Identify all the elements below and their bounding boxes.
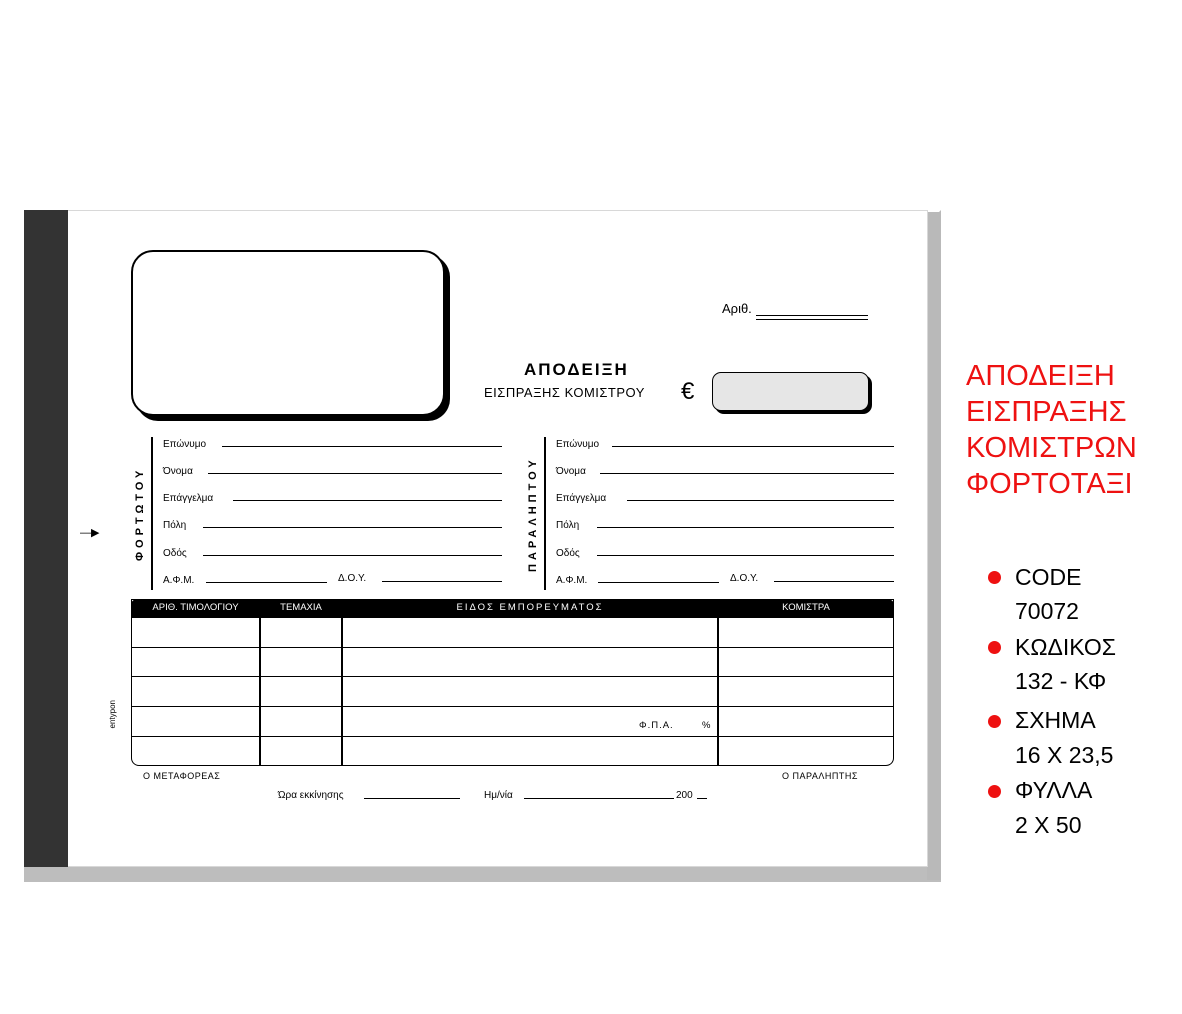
receiver-surname-label: Επώνυμο: [556, 439, 600, 450]
spec-sheets-label: ΦΥΛΛΑ: [1015, 777, 1093, 803]
product-title-line: ΦΟΡΤΟΤΑΞΙ: [966, 468, 1133, 500]
spec-code-label: CODE: [1015, 564, 1082, 590]
receiver-divider: [544, 437, 546, 590]
sender-city-label: Πόλη: [163, 520, 187, 531]
spec-shape-label: ΣΧΗΜΑ: [1015, 707, 1096, 733]
bullet-icon: [988, 571, 1001, 584]
table-row: [131, 676, 894, 677]
number-line: [756, 315, 868, 316]
vat-percent-sign: %: [702, 720, 711, 731]
spec-code-value: 70072: [1015, 598, 1079, 624]
receiver-doy-label: Δ.Ο.Υ.: [730, 573, 759, 584]
receiver-city-line: [597, 527, 894, 528]
spec-kodikos-value: 132 - ΚΦ: [1015, 668, 1107, 694]
pad-edge-right: [927, 212, 941, 880]
number-line-double: [756, 319, 868, 320]
amount-box: [712, 372, 869, 411]
spec-sheets-value: 2 X 50: [1015, 812, 1082, 838]
receiver-side-label: ΠΑΡΑΛΗΠΤΟΥ: [527, 456, 539, 572]
form-subtitle: ΕΙΣΠΡΑΞΗΣ ΚΟΜΙΣΤΡΟΥ: [484, 385, 645, 400]
receiver-occupation-line: [627, 500, 894, 501]
receiver-afm-label: Α.Φ.Μ.: [556, 575, 588, 586]
sender-name-line: [208, 473, 502, 474]
sender-afm-label: Α.Φ.Μ.: [163, 575, 195, 586]
receiver-doy-line: [774, 581, 894, 582]
sender-doy-label: Δ.Ο.Υ.: [338, 573, 367, 584]
year-prefix: 200: [676, 790, 693, 801]
product-title-line: ΚΟΜΙΣΤΡΩΝ: [966, 432, 1137, 464]
date-line: [524, 798, 674, 799]
sender-surname-label: Επώνυμο: [163, 439, 207, 450]
sender-street-label: Οδός: [163, 548, 187, 559]
printer-mark: entypon: [108, 700, 117, 729]
sender-city-line: [203, 527, 502, 528]
company-stamp-box: [131, 250, 445, 416]
sender-occupation-line: [233, 500, 502, 501]
table-column-divider: [259, 599, 261, 766]
pad-spine: [24, 210, 68, 867]
departure-time-label: Ώρα εκκίνησης: [278, 790, 344, 801]
sender-name-label: Όνομα: [163, 466, 193, 477]
vat-label: Φ.Π.Α.: [639, 720, 674, 731]
receiver-name-label: Όνομα: [556, 466, 586, 477]
receiver-city-label: Πόλη: [556, 520, 580, 531]
product-title-line: ΑΠΟΔΕΙΞΗ: [966, 360, 1115, 392]
departure-time-line: [364, 798, 460, 799]
spec-kodikos-label: ΚΩΔΙΚΟΣ: [1015, 634, 1117, 660]
table-row: [131, 736, 894, 737]
pad-edge-bottom: [24, 866, 941, 882]
goods-table: [131, 599, 894, 766]
sender-surname-line: [222, 446, 502, 447]
bullet-icon: [988, 641, 1001, 654]
sender-divider: [151, 437, 153, 590]
date-label: Ημ/νία: [484, 790, 513, 801]
euro-icon: €: [681, 378, 695, 405]
table-row: [131, 647, 894, 648]
pad-edge-corner: [927, 210, 941, 224]
sender-street-line: [203, 555, 502, 556]
header-goods-type: ΕΙΔΟΣ ΕΜΠΟΡΕΥΜΑΤΟΣ: [456, 602, 604, 613]
bullet-icon: [988, 715, 1001, 728]
receiver-street-line: [597, 555, 894, 556]
sender-occupation-label: Επάγγελμα: [163, 493, 214, 504]
table-row: [131, 706, 894, 707]
receiver-name-line: [600, 473, 894, 474]
year-line: [697, 798, 707, 799]
bullet-icon: [988, 785, 1001, 798]
receiver-occupation-label: Επάγγελμα: [556, 493, 607, 504]
receiver-street-label: Οδός: [556, 548, 580, 559]
header-invoice-number: ΑΡΙΘ. ΤΙΜΟΛΟΓΙΟΥ: [152, 602, 239, 613]
table-column-divider: [341, 599, 343, 766]
form-title: ΑΠΟΔΕΙΞΗ: [524, 360, 629, 379]
receiver-signature-label: Ο ΠΑΡΑΛΗΠΤΗΣ: [782, 771, 858, 781]
arrow-icon: —▶: [80, 527, 100, 539]
header-pieces: ΤΕΜΑΧΙΑ: [280, 602, 322, 613]
sender-side-label: ΦΟΡΤΩΤΟΥ: [134, 466, 146, 562]
receiver-surname-line: [612, 446, 894, 447]
carrier-signature-label: Ο ΜΕΤΑΦΟΡΕΑΣ: [143, 771, 221, 781]
sender-afm-line: [206, 582, 327, 583]
spec-shape-value: 16 X 23,5: [1015, 742, 1114, 768]
product-title: [966, 358, 1137, 502]
sender-doy-line: [382, 581, 502, 582]
header-freight: ΚΟΜΙΣΤΡΑ: [782, 602, 830, 613]
receiver-afm-line: [598, 582, 719, 583]
product-title-line: ΕΙΣΠΡΑΞΗΣ: [966, 396, 1127, 428]
number-label: Αριθ.: [722, 301, 752, 316]
table-column-divider: [717, 599, 719, 766]
